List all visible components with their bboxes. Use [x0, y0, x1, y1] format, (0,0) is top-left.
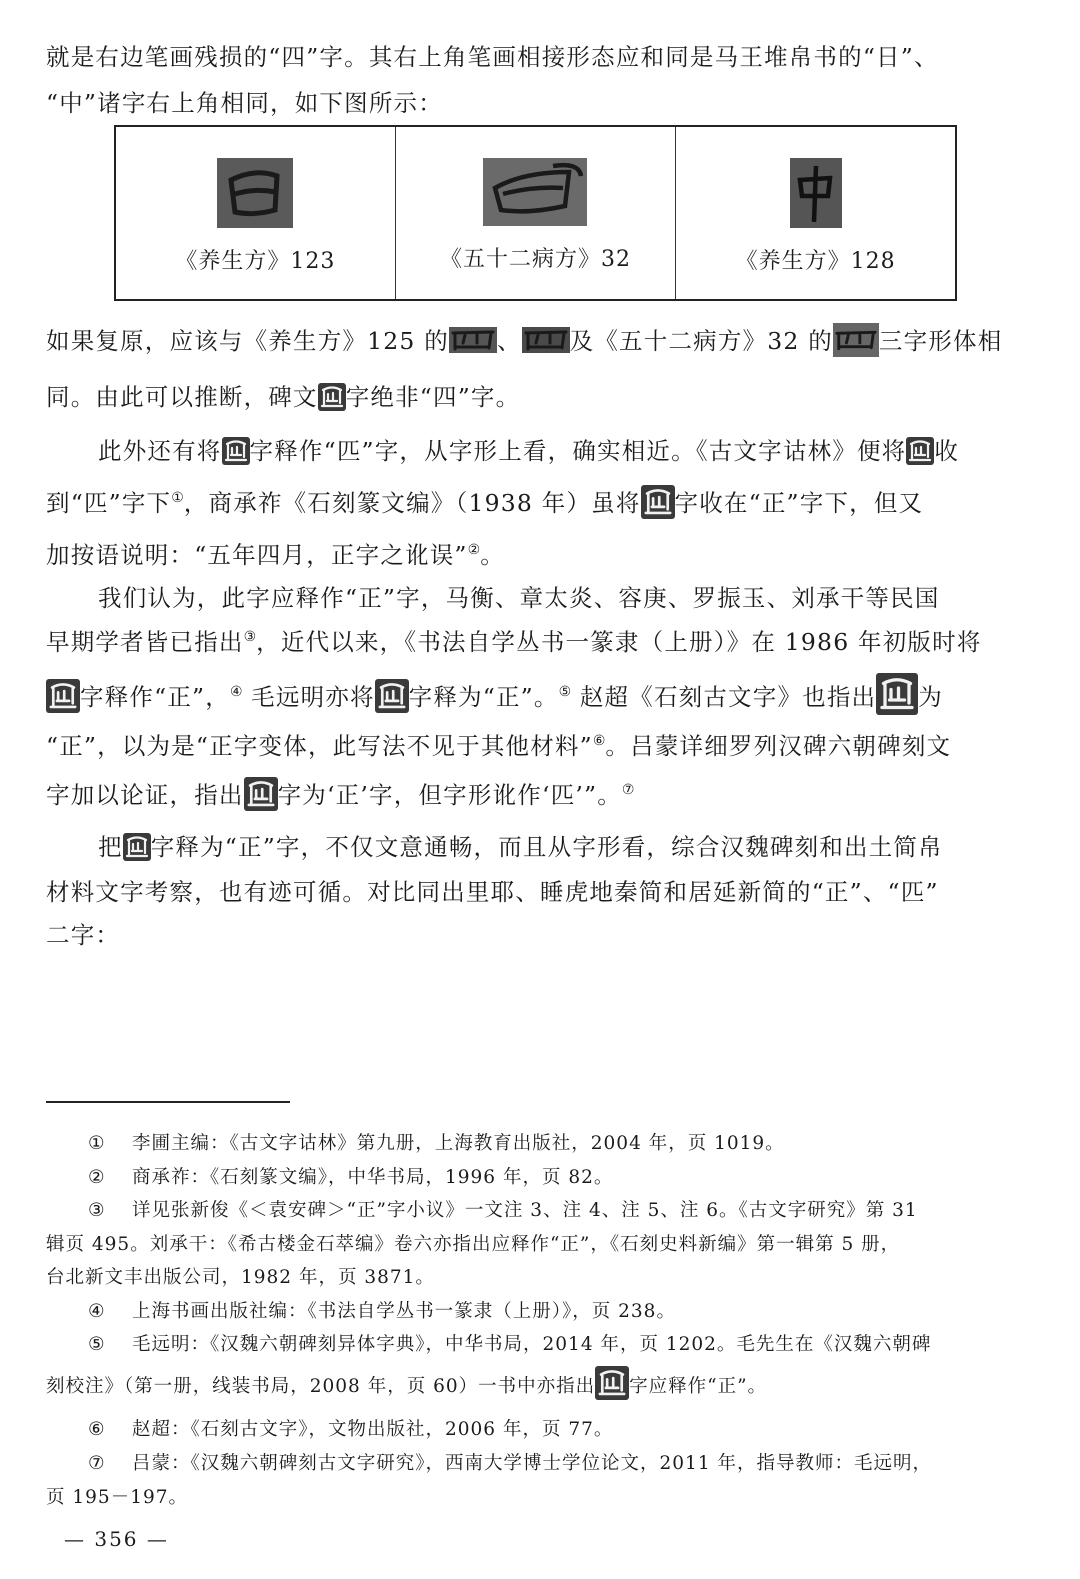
inscription-glyph-image	[244, 777, 278, 811]
footnote-text: 毛远明：《汉魏六朝碑刻异体字典》，中华书局，2014 年，页 1202。毛先生在《汉魏六朝碑	[132, 1334, 932, 1355]
footnote-3	[46, 1194, 1036, 1295]
body-line	[46, 623, 982, 657]
text-run: 早期学者皆已指出	[46, 628, 244, 656]
text-run: 赵超《石刻古文字》也指出	[571, 683, 877, 711]
inscription-glyph-image	[595, 1366, 629, 1400]
body-line	[46, 776, 634, 811]
footnote-1	[46, 1127, 1036, 1161]
body-line: “中”诸字右上角相同，如下图所示：	[46, 89, 443, 117]
text-run: “正”，以为是“正字变体，此写法不见于其他材料”	[46, 732, 593, 760]
text-run: 字释为“正”。	[408, 683, 559, 711]
footnote-text: 吕蒙：《汉魏六朝碑刻古文字研究》，西南大学博士学位论文，2011 年，指导教师：毛远明，	[132, 1453, 932, 1474]
footnote-4	[46, 1295, 1036, 1329]
ri-character-image	[217, 158, 293, 228]
page-number: — 356 —	[64, 1527, 169, 1551]
inscription-glyph-image	[641, 485, 675, 519]
footnote-text: 台北新文丰出版公司，1982 年，页 3871。	[46, 1267, 435, 1288]
text-run: 字为‘正’字，但字形讹作‘匹’”。	[277, 781, 622, 809]
ri-character-image	[483, 158, 587, 226]
text-run: 。吕蒙详细罗列汉碑六朝碑刻文	[605, 732, 952, 760]
figure-cell	[115, 126, 395, 300]
figure-table	[114, 125, 957, 301]
inscription-glyph-image	[375, 679, 409, 713]
inscription-glyph-image	[46, 679, 80, 713]
si-character-image	[833, 323, 879, 357]
text-run: 毛远明亦将	[242, 683, 375, 711]
body-line	[46, 727, 951, 761]
footnote-7	[46, 1447, 1036, 1514]
inscription-glyph-image	[906, 437, 934, 465]
figure-caption: 《养生方》123	[175, 249, 336, 274]
footnote-divider	[46, 1101, 290, 1103]
text-run: 字绝非“四”字。	[345, 383, 521, 411]
inscription-glyph-image	[123, 833, 151, 861]
body-line	[46, 484, 923, 519]
body-line	[98, 432, 959, 466]
figure-caption: 《养生方》128	[735, 249, 896, 274]
footnote-number: ①	[88, 1133, 106, 1154]
text-run: 收	[934, 437, 960, 465]
footnote-text: 详见张新俊《＜袁安碑＞“正”字小议》一文注 3、注 4、注 5、注 6。《古文字研究》第 31	[132, 1200, 918, 1221]
text-run: 字释作“正”，	[80, 683, 230, 711]
footnote-number: ③	[88, 1200, 106, 1221]
footnote-text: 商承祚：《石刻篆文编》，中华书局，1996 年，页 82。	[132, 1167, 614, 1188]
si-character-image	[449, 327, 497, 353]
footnote-5	[46, 1328, 1036, 1403]
footnote-number: ⑦	[88, 1453, 106, 1474]
text-run: 字收在“正”字下，但又	[674, 489, 924, 517]
footnote-number: ⑥	[88, 1419, 106, 1440]
footnote-text: 上海书画出版社编：《书法自学丛书一篆隶（上册）》，页 238。	[132, 1301, 676, 1322]
footnote-text: 赵超：《石刻古文字》，文物出版社，2006 年，页 77。	[132, 1419, 614, 1440]
footnote-ref[interactable]: ③	[243, 629, 257, 645]
figure-cell	[395, 126, 675, 300]
footnote-text: 字应释作“正”。	[629, 1375, 768, 1397]
text-run: 及《五十二病方》32 的	[569, 327, 833, 355]
footnote-2	[46, 1161, 1036, 1195]
footnote-text: 李圃主编：《古文字诂林》第九册，上海教育出版社，2004 年，页 1019。	[132, 1133, 785, 1154]
body-line: 就是右边笔画残损的“四”字。其右上角笔画相接形态应和同是马王堆帛书的“日”、	[46, 43, 939, 71]
text-run: 、	[496, 327, 522, 355]
zhong-character-image	[790, 158, 842, 228]
text-run: 到“匹”字下	[46, 489, 172, 517]
footnote-text: 页 195－197。	[46, 1486, 189, 1508]
body-line: 二字：	[46, 921, 121, 949]
text-run: ，近代以来，《书法自学丛书一篆隶（上册）》在 1986 年初版时将	[256, 628, 982, 656]
footnote-number: ②	[88, 1167, 106, 1188]
footnote-ref[interactable]: ②	[467, 542, 481, 558]
text-run: 三字形体相	[878, 327, 1003, 355]
footnote-text: 辑页 495。刘承干：《希古楼金石萃编》卷六亦指出应释作“正”，《石刻史料新编》第一辑第 5 册，	[46, 1233, 901, 1255]
text-run: 字释为“正”字，不仅文意通畅，而且从字形看，综合汉魏碑刻和出土简帛	[150, 833, 943, 861]
footnote-ref[interactable]: ⑤	[558, 684, 572, 700]
footnote-text: 刻校注》（第一册，线装书局，2008 年，页 60）一书中亦指出	[46, 1375, 596, 1397]
footnote-6	[46, 1413, 1036, 1447]
body-line: 材料文字考察，也有迹可循。对比同出里耶、睡虎地秦简和居延新简的“正”、“匹”	[46, 878, 939, 906]
inscription-glyph-image	[318, 383, 346, 411]
body-line	[46, 536, 505, 570]
footnote-ref[interactable]: ④	[229, 684, 243, 700]
footnote-ref[interactable]: ①	[171, 490, 184, 506]
text-run: 把	[98, 833, 123, 861]
figure-caption: 《五十二病方》32	[439, 247, 631, 272]
text-run: 加按语说明：“五年四月，正字之讹误”	[46, 541, 468, 569]
body-line	[46, 378, 520, 412]
inscription-glyph-image	[222, 437, 250, 465]
figure-cell	[676, 126, 956, 300]
text-run: ，商承祚《石刻篆文编》（1938 年）虽将	[183, 489, 641, 517]
text-run: 如果复原，应该与《养生方》125 的	[46, 327, 449, 355]
text-run: 为	[918, 683, 943, 711]
body-line	[98, 828, 943, 862]
text-run: 字释作“匹”字，从字形上看，确实相近。《古文字诂林》便将	[249, 437, 907, 465]
text-run: 。	[480, 541, 505, 569]
inscription-glyph-image	[876, 673, 918, 715]
footnote-number: ④	[88, 1301, 106, 1322]
si-character-image	[522, 327, 570, 353]
text-run: 字加以论证，指出	[46, 781, 244, 809]
text-run: 同。由此可以推断，碑文	[46, 383, 318, 411]
footnote-ref[interactable]: ⑥	[592, 733, 606, 749]
body-line	[46, 673, 943, 715]
text-run: 此外还有将	[98, 437, 222, 465]
footnote-number: ⑤	[88, 1334, 106, 1355]
body-line	[46, 322, 1002, 357]
body-line: 我们认为，此字应释作“正”字，马衡、章太炎、容庚、罗振玉、刘承干等民国	[98, 584, 940, 612]
footnote-ref[interactable]: ⑦	[621, 782, 635, 798]
